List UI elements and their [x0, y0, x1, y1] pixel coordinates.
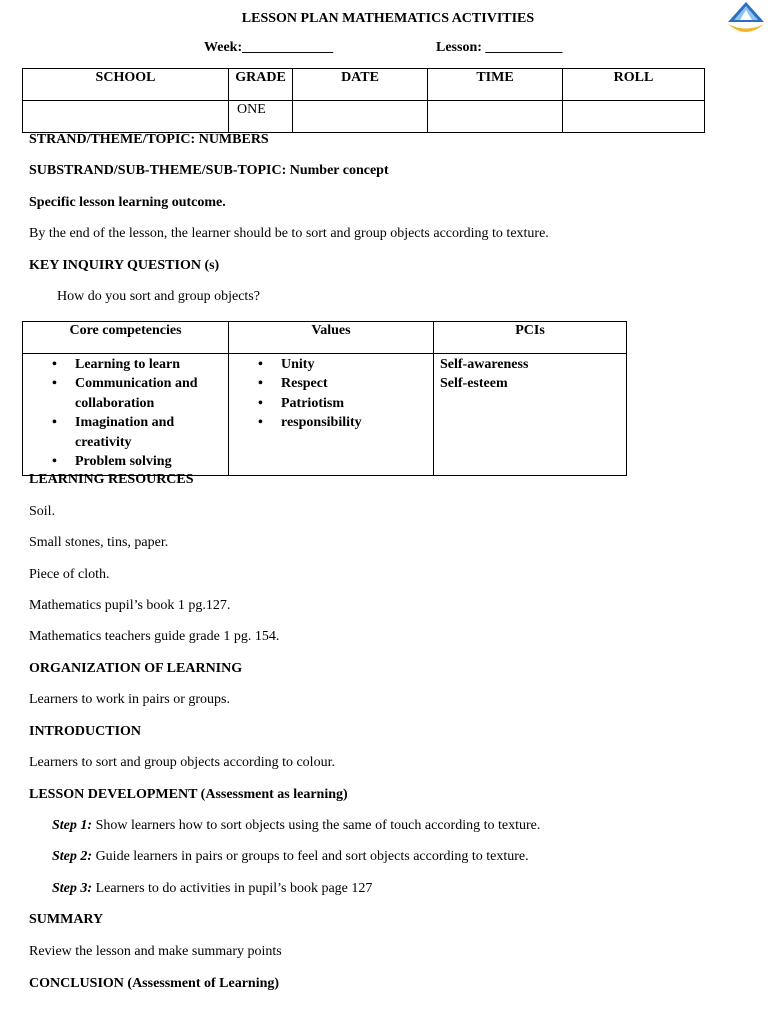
competency-table [22, 321, 627, 476]
resource-item: Mathematics teachers guide grade 1 pg. 154. [29, 629, 280, 644]
organization-heading: ORGANIZATION OF LEARNING [29, 661, 243, 676]
list-item: • Unity [281, 355, 429, 374]
list-item: • Problem solving [75, 452, 224, 471]
cell-date [293, 101, 428, 133]
step-1 [52, 818, 540, 834]
column-header-pcis: PCIs [434, 322, 627, 354]
cell-roll [563, 101, 705, 133]
outcome-text: By the end of the lesson, the learner should be to sort and group objects according to texture. [29, 226, 549, 241]
organization-text: Learners to work in pairs or groups. [29, 692, 231, 707]
header-table [22, 68, 705, 133]
column-header-roll: ROLL [563, 69, 705, 101]
week-label: Week:_____________ [204, 40, 334, 55]
inquiry-text: How do you sort and group objects? [57, 289, 260, 304]
lesson-label: Lesson: ___________ [436, 40, 563, 55]
strand-heading: STRAND/THEME/TOPIC: NUMBERS [29, 132, 269, 147]
step-2 [52, 849, 529, 865]
step-3 [52, 881, 372, 897]
values-cell [229, 354, 434, 476]
substrand-heading: SUBSTRAND/SUB-THEME/SUB-TOPIC: Number concept [29, 163, 389, 178]
step-label: Step 3: [52, 881, 93, 896]
list-item: • Learning to learn [75, 355, 224, 374]
column-header-school: SCHOOL [23, 69, 229, 101]
cell-school [23, 101, 229, 133]
introduction-text: Learners to sort and group objects according to colour. [29, 755, 335, 770]
summary-text: Review the lesson and make summary points [29, 944, 282, 959]
core-competencies-cell [23, 354, 229, 476]
list-item: • Patriotism [281, 394, 429, 413]
conclusion-heading: CONCLUSION (Assessment of Learning) [29, 976, 280, 991]
cell-grade: ONE [229, 101, 293, 133]
column-header-date: DATE [293, 69, 428, 101]
resource-item: Mathematics pupil’s book 1 pg.127. [29, 598, 231, 613]
development-heading: LESSON DEVELOPMENT (Assessment as learning) [29, 787, 348, 802]
column-header-values: Values [229, 322, 434, 354]
list-item: • Communication and collaboration [75, 374, 224, 413]
list-item: • Respect [281, 374, 429, 393]
column-header-time: TIME [428, 69, 563, 101]
list-item: Self-awareness [440, 357, 529, 372]
cell-time [428, 101, 563, 133]
resources-heading: LEARNING RESOURCES [29, 472, 194, 487]
resource-item: Small stones, tins, paper. [29, 535, 169, 550]
step-label: Step 2: [52, 849, 93, 864]
step-text: Show learners how to sort objects using the same of touch according to texture. [95, 818, 541, 833]
list-item: • Imagination and creativity [75, 413, 224, 452]
column-header-grade: GRADE [229, 69, 293, 101]
list-item: Self-esteem [440, 376, 508, 392]
summary-heading: SUMMARY [29, 912, 104, 927]
column-header-core: Core competencies [23, 322, 229, 354]
outcome-heading: Specific lesson learning outcome. [29, 195, 226, 210]
introduction-heading: INTRODUCTION [29, 724, 142, 739]
pcis-cell [434, 354, 627, 476]
resource-item: Piece of cloth. [29, 567, 110, 582]
page-title: LESSON PLAN MATHEMATICS ACTIVITIES [241, 11, 535, 26]
list-item: • responsibility [281, 413, 429, 432]
step-label: Step 1: [52, 818, 93, 833]
step-text: Guide learners in pairs or groups to feel and sort objects according to texture. [95, 849, 529, 864]
inquiry-heading: KEY INQUIRY QUESTION (s) [29, 258, 220, 273]
step-text: Learners to do activities in pupil’s book page 127 [95, 881, 373, 896]
resource-item: Soil. [29, 504, 56, 519]
logo-icon [724, 0, 768, 36]
